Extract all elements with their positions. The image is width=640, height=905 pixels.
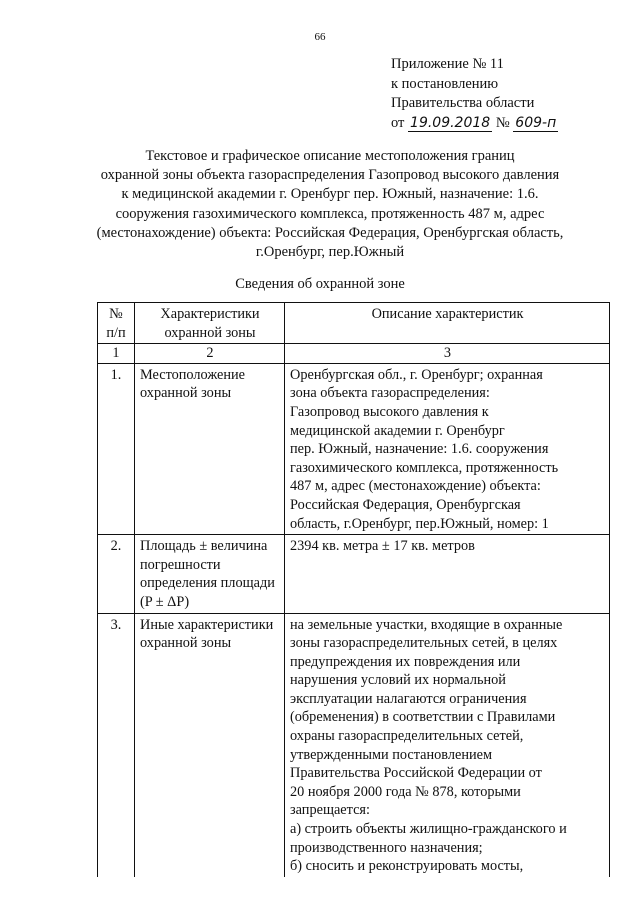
handwritten-number: 609-п [515, 114, 557, 131]
handwritten-date: 19.09.2018 [410, 114, 491, 131]
page-number: 66 [314, 31, 326, 43]
row-description: Оренбургская обл., г. Оренбург; охранная зона объекта газораспределения: Газопровод высокого давления к медицинской академии г. Оренбург пер. Южный, назначение: 1.6. сооружения газохимического комплекса, протяженность 487 м, адрес (местонахождение) объекта: Российская Федерация, Оренбургская область, г.Оренбург, пер.Южный, номер: 1 [285, 363, 610, 534]
title-line: к медицинской академии г. Оренбург пер. Южный, назначение: 1.6. [121, 186, 539, 203]
appendix-block [391, 55, 558, 133]
appendix-line-1: Приложение № 11 [391, 56, 504, 72]
row-description: на земельные участки, входящие в охранные зоны газораспределительных сетей, в целях предупреждения их повреждения или нарушения условий их нормальной эксплуатации налагаются ограничения (обременения) в соответствии с Правилами охраны газораспределительных сетей, утвержденными постановлением Правительства Российской Федерации от 20 ноября 2000 года № 878, которыми запрещается: а) строить объекты жилищно-гражданского и производственного назначения; б) сносить и реконструировать мосты, [285, 613, 610, 877]
table-row [98, 535, 610, 613]
table-header-row [98, 303, 610, 344]
row-number: 3. [98, 613, 135, 877]
title-line: Текстовое и графическое описание местоположения границ [145, 148, 515, 164]
column-number-row [98, 344, 610, 364]
title-line: г.Оренбург, пер.Южный [255, 244, 405, 261]
title-line: охранной зоны объекта газораспределения Газопровод высокого давления [100, 167, 560, 184]
from-label: от [391, 114, 405, 131]
header-cell-description: Описание характеристик [285, 303, 610, 344]
row-description: 2394 кв. метра ± 17 кв. метров [285, 535, 610, 613]
appendix-date-line [391, 114, 558, 134]
title-line: сооружения газохимического комплекса, протяженность 487 м, адрес [115, 205, 545, 222]
table-row [98, 363, 610, 534]
title-line: (местонахождение) объекта: Российская Федерация, Оренбургская область, [96, 224, 564, 241]
table-row [98, 613, 610, 877]
header-cell-number: № п/п [98, 303, 135, 344]
document-title [70, 147, 590, 262]
appendix-line-3: Правительства области [391, 95, 535, 111]
row-characteristic: Иные характеристики охранной зоны [135, 613, 285, 877]
header-cell-characteristics: Характеристики охранной зоны [135, 303, 285, 344]
column-number-cell: 2 [135, 344, 285, 364]
column-number-cell: 1 [98, 344, 135, 364]
appendix-line-2: к постановлению [391, 75, 499, 92]
row-number: 2. [98, 535, 135, 613]
protection-zone-table [97, 302, 610, 877]
section-subtitle: Сведения об охранной зоне [235, 276, 405, 292]
column-number-cell: 3 [285, 344, 610, 364]
row-characteristic: Местоположение охранной зоны [135, 363, 285, 534]
row-number: 1. [98, 363, 135, 534]
row-characteristic: Площадь ± величина погрешности определения площади (P ± ΔP) [135, 535, 285, 613]
number-label: № [495, 114, 510, 131]
